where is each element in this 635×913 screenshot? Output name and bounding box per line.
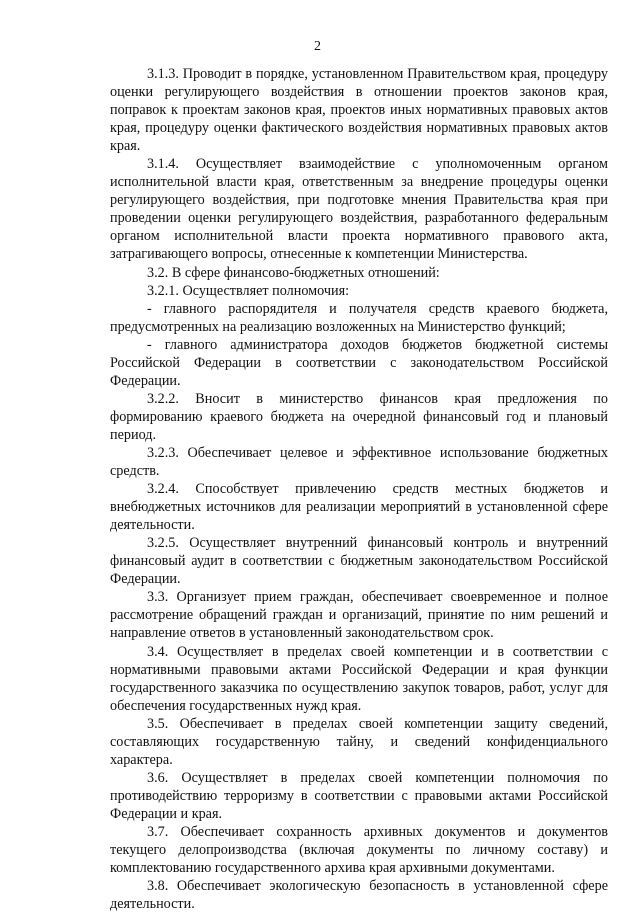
document-body — [110, 65, 608, 913]
paragraph-3-2-1-item-1: - главного распорядителя и получателя средств краевого бюджета, предусмотренных на реализацию возложенных на Министерство функций; — [110, 300, 608, 335]
paragraph-3-1-4: 3.1.4. Осуществляет взаимодействие с уполномоченным органом исполнительной власти края, ответственным за внедрение процедуры оценки регулирующего воздействия, при подготовке мнения Правительства края при проведении оценки регулирующего воздействия, разработанного федеральным органом исполнительной власти проекта нормативного правового акта, затрагивающего вопросы, отнесенные к компетенции Министерства. — [110, 156, 608, 263]
paragraph-3-6: 3.6. Осуществляет в пределах своей компетенции полномочия по противодействию терроризму в соответствии с правовыми актами Российской Федерации и края. — [110, 769, 608, 822]
paragraph-3-8: 3.8. Обеспечивает экологическую безопасность в установленной сфере деятельности. — [110, 878, 608, 913]
paragraph-3-7: 3.7. Обеспечивает сохранность архивных документов и документов текущего делопроизводства (включая документы по личному составу) и комплектованию государственного архива края архивными документами. — [110, 823, 608, 877]
paragraph-3-4: 3.4. Осуществляет в пределах своей компетенции и в соответствии с нормативными правовыми актами Российской Федерации и края функции государственного заказчика по осуществлению закупок товаров, работ, услуг для обеспечения государственных нужд края. — [110, 643, 608, 714]
paragraph-3-2-5: 3.2.5. Осуществляет внутренний финансовый контроль и внутренний финансовый аудит в соответствии с бюджетным законодательством Российской Федерации. — [110, 535, 608, 588]
paragraph-3-2-4: 3.2.4. Способствует привлечению средств местных бюджетов и внебюджетных источников для реализации мероприятий в установленной сфере деятельности. — [110, 481, 608, 534]
paragraph-3-2-3: 3.2.3. Обеспечивает целевое и эффективное использование бюджетных средств. — [110, 444, 608, 480]
paragraph-3-2: 3.2. В сфере финансово-бюджетных отношений: — [147, 264, 440, 281]
paragraph-3-2-1: 3.2.1. Осуществляет полномочия: — [147, 282, 350, 299]
paragraph-3-1-3: 3.1.3. Проводит в порядке, установленном Правительством края, процедуру оценки регулирующего воздействия в отношении проектов законов края, поправок к проектам законов края, проектов иных нормативных правовых актов края, процедуру оценки фактического воздействия нормативных правовых актов края. — [110, 66, 608, 155]
paragraph-3-3: 3.3. Организует прием граждан, обеспечивает своевременное и полное рассмотрение обращений граждан и организаций, принятие по ним решений и направление ответов в установленный законодательством срок. — [110, 589, 608, 642]
page-number: 2 — [314, 39, 321, 54]
paragraph-3-5: 3.5. Обеспечивает в пределах своей компетенции защиту сведений, составляющих государственную тайну, и сведений конфиденциального характера. — [110, 715, 608, 768]
paragraph-3-2-2: 3.2.2. Вносит в министерство финансов края предложения по формированию краевого бюджета на очередной финансовый год и плановый период. — [110, 390, 608, 443]
paragraph-3-2-1-item-2: - главного администратора доходов бюджетов бюджетной системы Российской Федерации в соответствии с законодательством Российской Федерации. — [110, 336, 608, 389]
